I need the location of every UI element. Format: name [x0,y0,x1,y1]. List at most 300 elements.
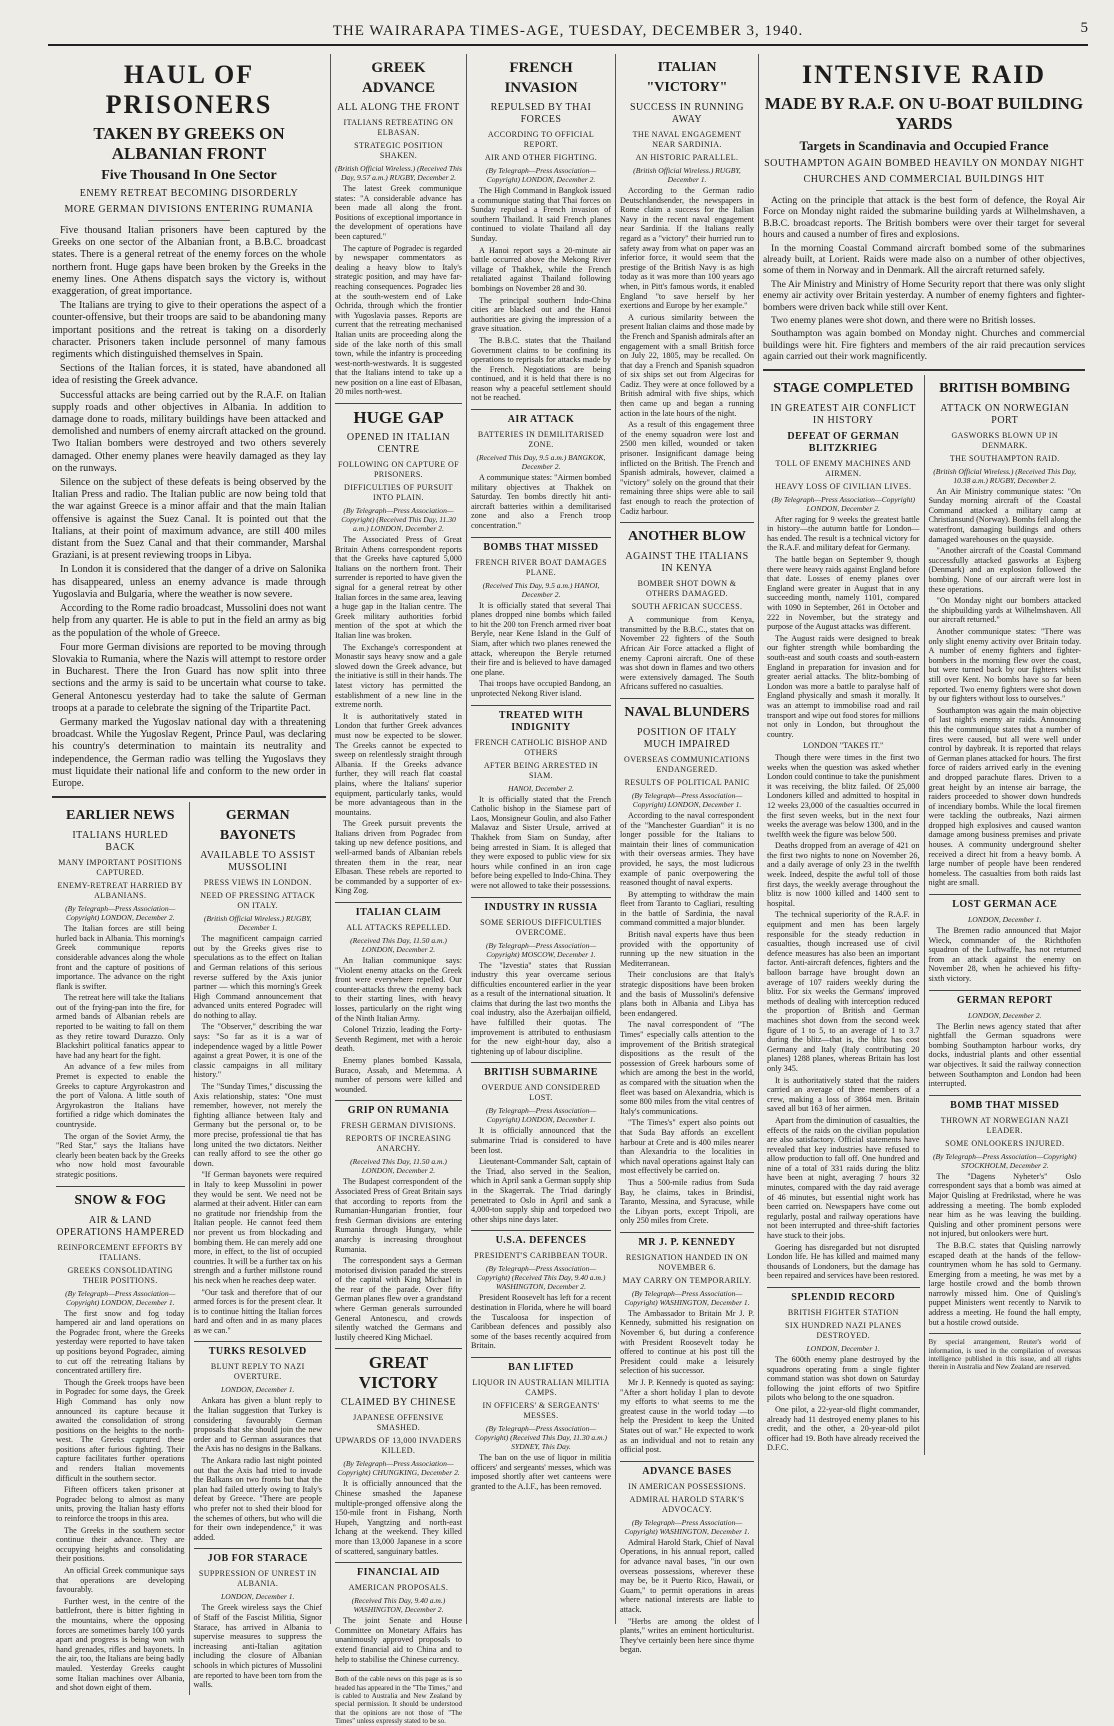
article-body [471,961,611,1057]
paragraph: "Another aircraft of the Coastal Command successfully attacked gasworks at Esjberg (Denmark) and an explosion followed the bombing. None of our aircraft were lost in these operations. [928,546,1081,594]
paragraph: It is authoritatively stated in London that further Greek advances must now be expected to be slower. The Greeks cannot be expected to sweep on relentlessly straight through Albania. If the Greeks advance further, they will reach flat coastal plains, where the Italians' superior equipment, particularly tanks, would be more advantageous than in the mountains. [335,711,462,817]
paragraph: The Ambassador to Britain Mr J. P. Kennedy, submitted his resignation on November 6, but during a conference with President Roosevelt today he offered to continue at his post till the President could make a leisurely selection of his successor. [620,1308,754,1376]
paragraph: The 600th enemy plane destroyed by the squadrons operating from a single fighter command station was shot down on Saturday following the joint efforts of two Spitfire pilots who belong to the one squadron. [767,1355,920,1403]
paragraph: According to the German radio Deutschlandsender, the newspapers in Rome claim a success for the Italian Navy in the recent naval engagement near Sardinia. If the Italians really regard as a "victory" their hurried run to safety away from what on paper was an inferior force, it would seem that the prestige of the British Navy is as high today as it was more than 100 years ago when, in Pitt's famous words, it enabled England "to save herself by her exertions and Europe by her example." [620,186,754,311]
deck: OVERSEAS COMMUNICATIONS ENDANGERED. [624,754,750,774]
article-body [620,1538,754,1655]
paragraph: According to the Rome radio broadcast, Mussolini does not want help from any quarter. He is able to put in the field an army as big as the population of the whole of Greece. [52,603,326,639]
dateline: (By Telegraph—Press Association—Copyright) CHUNGKING, December 2. [337,1459,460,1478]
paragraph: Goering has disregarded but not disrupted London life. He has killed and maimed many thousands of Londoners, but the damage has been repaired and services have been restored. [767,1242,920,1281]
article-body [194,1603,323,1689]
deck: PRESIDENT'S CARIBBEAN TOUR. [474,1251,608,1261]
deck: ADMIRAL HAROLD STARK'S ADVOCACY. [629,1494,745,1514]
column-2 [331,54,466,1726]
dateline: LONDON, December 1. [806,1344,880,1353]
deck: FRENCH RIVER BOAT DAMAGES PLANE. [475,557,607,577]
article-body [471,601,611,699]
paragraph: An advance of a few miles from Premet is expected to enable the Greeks to capture Argyrokastron and the port of Valona. A little south of Argyrokastron the Italians have fortified a ridge which dominates the countryside. [56,1062,185,1130]
divider [767,1287,920,1288]
headline-ban-lifted: BAN LIFTED [508,1361,574,1373]
headline-grip-on-rumania: GRIP ON RUMANIA [347,1105,450,1117]
dateline: (By Telegraph—Press Association—Copyright) LONDON, December 1. [485,1106,597,1125]
deck: ALL ATTACKS REPELLED. [346,923,451,933]
divider [929,894,1082,895]
dateline: HANOI, December 2. [508,783,574,793]
deck: AIR AND OTHER FIGHTING. [484,153,598,162]
paragraph: The "Sunday Times," discussing the Axis relationship, states: "One must remember, however, not merely the fighting alliance between Italy and Germany but the personal or, to be more precise, professional tie that has long united the two dictators. Neither can really afford to see the other go down. [193,1082,322,1168]
headline-another-blow: ANOTHER BLOW [628,529,746,545]
article-body [767,1355,920,1453]
divider [194,1548,323,1549]
paragraph: The Greek wireless says the Chief of Staff of the Fascist Militia, Signor Starace, has arrived in Albania to supervise measures to suppress the increasing anti-Italian agitation including the closure of Albanian schools in which pictures of Mussolini are reported to have been torn from the walls. [193,1603,322,1690]
paragraph: The principal southern Indo-China cities are blacked out and the Hanoi authorities are giving the impression of a grave situation. [471,295,611,334]
divider [471,1230,611,1231]
paragraph: The Italian forces are still being hurled back in Albania. This morning's Greek communique reports considerable advances along the whole front and the capture of positions of importance. The advance on the right flank is swifter. [56,924,185,991]
masthead [48,18,1088,46]
column-5 [759,54,1089,1624]
headline-british-bombing: BRITISH BOMBING [939,380,1071,396]
page-number: 5 [1080,20,1088,36]
paragraph: One pilot, a 22-year-old flight commander, already had 11 destroyed enemy planes to his credit, and the other, a 20-year-old pilot officer had 19. Both have already received the D.F.C. [767,1404,920,1453]
deck: THE NAVAL ENGAGEMENT NEAR SARDINIA. [632,130,742,149]
article-body [620,1309,754,1455]
dateline: LONDON, December 1. [968,915,1042,925]
divider [335,403,462,404]
paragraph: A communique states: "Airmen bombed military objectives at Thakhek on Saturday. Ten bombs directly hit anti-aircraft batteries within a demilitarised zone and also a French troop concentration." [471,473,611,531]
dateline: (Received This Day, 11.50 a.m.) LONDON, December 2. [350,936,447,955]
paragraph: Mr J. P. Kennedy is quoted as saying: "After a short holiday I plan to devote my efforts to what seems to me the greatest cause in the world today —to help the President to keep the United States out of war." He expected to work as an individual and not to retain any official post. [620,1378,754,1455]
headline-industry-in-russia: INDUSTRY IN RUSSIA [484,901,598,913]
article-body [471,1126,611,1224]
deck: JAPANESE OFFENSIVE SMASHED. [353,1413,444,1433]
deck: TOLL OF ENEMY MACHINES AND AIRMEN. [775,458,911,478]
article-body [471,1453,611,1491]
deck: CLAIMED BY CHINESE [340,1397,457,1409]
deck: MORE GERMAN DIVISIONS ENTERING RUMANIA [64,204,314,215]
article-body [620,811,754,1226]
paragraph: The first snow and fog today hampered air and land operations on the Pogradec front, where the Greeks yesterday were reported to have taken up positions beyond Pogradec, aiming to cut off the retreating Italians by concentrated artillery fire. [56,1308,185,1376]
reuters-note: By special arrangement, Reuter's world of information, is used in the compilation of overseas intelligence published in this issue, and all rights therein in Australia and New Zealand are reserved. [928,1338,1081,1372]
dateline: (Received This Day, 11.50 a.m.) LONDON, December 2. [350,1157,447,1176]
headline-german-report: GERMAN REPORT [956,994,1053,1006]
subcolumn-right [189,802,327,1695]
article-body [471,795,611,891]
article-body [52,225,326,790]
deck: UPWARDS OF 13,000 INVADERS KILLED. [335,1436,462,1456]
dateline: LONDON, December 1. [221,1592,295,1602]
headline-intensive-raid: INTENSIVE RAID [802,60,1046,89]
headline-snow-fog: SNOW & FOG [74,1192,167,1208]
paragraph: Four more German divisions are reported to be moving through Slovakia to Rumania, where the Nazis will attempt to restore order in Bucharest. There the Iron Guard has now split into three sections and the army is said to be uncertain what course to take. General Antonescu yesterday had to take the salute of German troops at a parade to celebrate the signing of the Tripartite Pact. [52,641,326,714]
dateline: LONDON, December 1. [221,1385,295,1395]
paragraph: An Air Ministry communique states: "On Sunday morning aircraft of the Coastal Command attacked a military camp at Christiansund (Norway). Bombs fell along the waterfront, damaging buildings and others damaged warehouses on the quayside. [928,486,1081,544]
headline-turks-resolved: TURKS RESOLVED [208,1346,307,1358]
dateline: (By Telegraph—Press Association—Copyright) WASHINGTON, December 1. [624,1517,750,1536]
column-3 [467,54,615,1624]
deck: IN OFFICERS' & SERGEANTS' MESSES. [482,1400,600,1420]
headline-air-attack: AIR ATTACK [507,414,575,426]
dateline: (By Telegraph—Press Association—Copyright) LONDON, December 1. [631,790,743,809]
deck: ALL ALONG THE FRONT [337,102,460,113]
deck: SIX HUNDRED NAZI PLANES DESTROYED. [784,1321,902,1340]
headline-financial-aid: FINANCIAL AID [357,1567,440,1579]
divider [335,902,462,903]
deck: RESULTS OF POLITICAL PANIC [624,777,750,787]
dateline: (By Telegraph—Press Association—Copyright) (Received This Day, 9.40 a.m.) WASHINGTON, December 2. [476,1264,606,1292]
paragraph: The Budapest correspondent of the Associated Press of Great Britain says that according to reports from the Rumanian-Hungarian frontier, four fresh German divisions are entering Rumania through Hungary, while anarchy is increasing throughout Rumania. [335,1177,462,1254]
paragraph: The ban on the use of liquor in militia officers' and sergeants' messes, which was imposed shortly after wet canteens were granted to the A.I.F., has been removed. [471,1452,611,1491]
paragraph: Thai troops have occupied Bandong, an unprotected Nekong River island. [471,679,611,698]
dateline: (By Telegraph—Press Association—Copyright) LONDON, December 1. [65,1288,176,1307]
deck: OVERDUE AND CONSIDERED LOST. [481,1083,601,1103]
divider [620,1232,754,1233]
deck: FRESH GERMAN DIVISIONS. [341,1121,456,1131]
paragraph: Southampton was again the main objective of last night's enemy air raids. Announcing this the communique states that a number of fires were caused, but all were well under control by daybreak. It is reported that relays of German planes attacked for hours. The first force of raiders arrived early in the evening and dropped parachute flares. Driven to a great height by an intense air barrage, the raiders proceeded to shower down hundreds of incendiary bombs. While the local firemen were tackling the outbreaks, Nazi airmen dropped high explosives and caused wanton damage among business premises and private houses. A community underground shelter received a direct hit from a heavy bomb. A large number of people have been rendered homeless. The casualties from both raids last night are small. [928,705,1081,888]
paragraph: "Herbs are among the oldest of plants," writes an eminent horticulturist. They've certainly been here since thyme began. [620,1616,754,1655]
paragraph: It is officially announced that the submarine Triad is considered to have been lost. [471,1126,611,1155]
paragraph: Five thousand Italian prisoners have been captured by the Greeks on one sector of the Albanian front, a B.B.C. broadcast states. There is a general retreat of the enemy forces on the whole northern front. Huge gaps have been broken by the Greeks in the enemy lines. One Athens dispatch says the victory is, without exaggeration, of great importance. [52,225,326,298]
paragraph: It is authoritatively stated that the raiders carried an average of three members of a crew, making a loss of 3864 men. Britain saved all but 163 of her airmen. [767,1075,920,1114]
paragraph: Southampton was again bombed on Monday night. Churches and commercial buildings were hit. Fire fighters and members of the air raid precaution services again carried out their work magnificently. [763,328,1085,363]
paragraph: It is officially announced that the Chinese smashed the Japanese multiple-pronged offensive along the 150-mile front in Fishang, North Hupeh, Yangtzing and north-east Ichang at the weekend. They killed more than 13,000 Japanese in a score of scattered, sanguinary battles. [335,1479,462,1556]
paragraph: Apart from the diminution of casualties, the effects of the raids on the civilian population are also satisfactory. Official statements have revealed that key industries have refused to allow production to fall off. One hundred and nine of a total of 331 raids during the blitz have been at night, averaging 7 hours 32 minutes, compared with the day raid average of 46 minutes, but essential night work has been carried on. Newspapers have come out regularly, postal and railway operations have not been interrupted and three-shift factories have stuck to their jobs. [767,1115,920,1241]
deck: SOUTH AFRICAN SUCCESS. [631,602,743,612]
deck: FOLLOWING ON CAPTURE OF PRISONERS. [338,460,459,480]
article-body [56,1309,185,1693]
article-body [335,956,462,1094]
paragraph: The Greeks in the southern sector continue their advance. They are occupying heights and consolidating their positions. [56,1525,185,1564]
deck: BLUNT REPLY TO NAZI OVERTURE. [210,1362,305,1382]
divider [929,1095,1082,1096]
article-body [929,487,1082,888]
paragraph: By attempting to withdraw the main fleet from Taranto to Cagliari, resulting in the battle of Sardinia, the naval command committed a major blunder. [620,889,754,928]
deck: FRENCH CATHOLIC BISHOP AND OTHERS [474,737,608,757]
headline-usa-defences: U.S.A. DEFENCES [495,1235,587,1247]
paragraph: The Bremen radio announced that Major Wieck, commander of the Richthofen squadron of the Luftwaffe, has not returned from an attack against the enemy on November 28, when he achieved his fifty-sixth victory. [928,926,1081,983]
deck: SOME ONLOOKERS INJURED. [945,1138,1065,1148]
divider [471,1357,611,1358]
paragraph: Enemy planes bombed Kassala, Buraco, Assab, and Metemma. A number of persons were killed and wounded. [335,1055,462,1094]
deck: SUPPRESSION OF UNREST IN ALBANIA. [198,1569,317,1589]
column-1 [48,54,330,1693]
paragraph: "The Times's" expert also points out that Suda Bay affords an excellent harbour at Crete and is 400 miles nearer than Alexandria to the localities in which naval operations against Italy can most effectively be carried on. [620,1118,754,1176]
paragraph: Another communique states: "There was only slight enemy activity over Britain today. A number of enemy fighters and fighter-bombers in the morning flew over the coast, but were turned back by our fighters whilst still over Kent. No bombs have so far been reported. Two enemy fighters were shot down by our fighters without loss to ourselves." [928,627,1081,704]
paragraph: The August raids were designed to break our fighter strength while bombarding the south-east and south coasts and south-eastern England in preparation for invasion and for greater aerial attacks. The blitz-bombing of London was more a battle to paralyse half of England physically and smash it morally. It was an attempt to immobilise road and rail transport and wipe out food stores for millions not only in London, but throughout the country. [767,633,920,739]
deck: THROWN AT NORWEGIAN NAZI LEADER. [940,1115,1069,1135]
paragraph: Though there were times in the first two weeks when the question was asked whether London could continue to take the punishment it was receiving, the blitz failed. Of 25,000 Londoners killed and admitted to hospital in 12 weeks 23,000 of the casualties occurred in the first seven weeks, but in the next four weeks the average was below 1300, and in the twelfth week the figure was below 500. [767,752,920,839]
paragraph: Their conclusions are that Italy's strategic dispositions have been broken and the basis of Mussolini's defensive plans both in Albania and Libya has been endangered. [620,970,754,1018]
paragraph: An Italian communique says: "Violent enemy attacks on the Greek front were everywhere repelled. Our counter-attacks threw the enemy back to their starting lines, with heavy losses, particularly on the right wing of the Ninth Italian Army. [335,956,462,1023]
article-body [335,535,462,896]
dateline: (By Telegraph—Press Association—Copyright) MOSCOW, December 1. [485,940,597,959]
article-body [929,1022,1082,1089]
headline-bomb-that-missed: BOMB THAT MISSED [950,1099,1060,1111]
article-body [194,934,323,1335]
copyright-note: Both of the cable news on this page as is so headed has appeared in the "The Times," and is cabled to Australia and New Zealand by special permission. It should be understood that the opinions are not those of "The Times" unless expressly stated to be so. [335,1675,462,1726]
deck: IN AMERICAN POSSESSIONS. [628,1481,746,1491]
headline-greek-advance: GREEK ADVANCE [361,60,436,96]
paragraph: The Ankara radio last night pointed out that the Axis had tried to invade the Balkans on two fronts but that the plan had failed utterly owing to Italy's defeat by Greece. "There are people who prefer not to shed their blood for the schemes of others, but who will die for their own independence," it was added. [193,1456,322,1542]
paragraph: Successful attacks are being carried out by the R.A.F. on Italian supply roads and other objectives in Albania. In addition to damage done to roads, military buildings have been attacked and demolished and numbers of enemy aircraft attacked on the ground. Two Italian bombers were destroyed and two others severely damaged. Other enemy planes were heavily damaged as they lay on the runways. [52,389,326,474]
paragraph: The B.B.C. states that Quisling narrowly escaped death at the hands of the fellow-countrymen whom he has sold to Germany. Emerging from a meeting, he was met by a large hostile crowd and the bomb thrown narrowly missed him. One of Quisling's puppet Ministers went recently to Narvik to address a meeting. He found the hall empty, but a hostile crowd outside. [928,1240,1081,1327]
divider [148,220,230,221]
deck: ENEMY-RETREAT HARRIED BY ALBANIANS. [57,881,183,901]
dateline: (British Official Wireless.) (Received This Day, 10.38 a.m.) RUGBY, December 2. [933,466,1077,485]
deck: POSITION OF ITALY MUCH IMPAIRED [636,726,738,750]
article-body [471,1293,611,1351]
paragraph: Two enemy planes were shot down, and there were no British losses. [771,315,1036,327]
deck: OPENED IN ITALIAN CENTRE [346,432,451,456]
dateline: (By Telegraph—Press Association—Copyright) (Received This Day, 11.30 a.m.) LONDON, December 2. [341,506,456,534]
paragraph: The High Command in Bangkok issued a communique stating that Thai forces on Sunday repulsed a French invasion of southern Thailand. It said French planes continued to violate Thailand all day Sunday. [471,186,611,243]
paragraph: Colonel Trizzio, leading the Forty-Seventh Regiment, met with a heroic death. [335,1025,462,1054]
paragraph: A communique from Kenya, transmitted by the B.B.C., states that on November 22 fighters of the South African Air Force attacked a flight of enemy Caproni aircraft. One of these was shot down in flames and two others were extensively damaged. The South Africans suffered no casualties. [620,615,754,692]
deck: IN GREATEST AIR CONFLICT IN HISTORY [770,402,916,426]
deck: REINFORCEMENT EFFORTS BY ITALIANS. [57,1242,183,1262]
deck: LIQUOR IN AUSTRALIAN MILITIA CAMPS. [472,1377,610,1397]
deck: DIFFICULTIES OF PURSUIT INTO PLAIN. [344,483,453,503]
divider [620,1461,754,1462]
paragraph: The Exchange's correspondent at Monastir says heavy snow and a gale slowed down the Greek advance, but the initiative is still in their hands. The latest victory has permitted the establishment of a new line in the extreme north. [335,642,462,710]
deck: MADE BY R.A.F. ON U-BOAT BUILDING YARDS [764,94,1084,133]
divider [471,1062,611,1063]
deck: AMERICAN PROPOSALS. [348,1583,449,1593]
headline-italian-claim: ITALIAN CLAIM [355,907,442,919]
deck: BRITISH FIGHTER STATION [787,1308,899,1317]
paragraph: In the morning Coastal Command aircraft bombed some of the submarines already built, at Lorient. Raids were made also on a number of other objectives, some of them in Norway and in Denmark. All the aircraft returned safely. [763,242,1085,277]
deck: CHURCHES AND COMMERCIAL BUILDINGS HIT [803,174,1045,185]
dateline: (By Telegraph—Press Association—Copyright) LONDON, December 2. [65,904,176,923]
subheading: LONDON "TAKES IT." [803,741,884,751]
divider [929,1333,1082,1334]
deck: MAY CARRY ON TEMPORARILY. [622,1275,752,1285]
paragraph: Fifteen officers taken prisoner at Pogradec belong to almost as many units, proving the Italian hasty efforts to reinforce the troops in this area. [56,1485,185,1524]
divider [876,190,973,191]
dateline: (Received This Day, 9.5 a.m.) HANOI, December 2. [482,580,600,599]
paragraph: The "Dagens Nyheter's" Oslo correspondent says that a bomb was aimed at Major Quisling at Fredrikstad, where he was addressing a meeting. The bomb exploded near him as he was leaving the building. Quisling and other prominent persons were not injured, but onlookers were hurt. [928,1171,1081,1239]
deck: Five Thousand In One Sector [101,168,277,183]
column-4 [616,54,758,1655]
headline-huge-gap: HUGE GAP [353,408,444,428]
article-body [335,1616,462,1664]
divider [471,409,611,410]
paragraph: Sections of the Italian forces, it is stated, have abandoned all idea of resisting the Greek advance. [52,363,326,387]
dateline: (By Telegraph—Press Association—Copyright) (Received This Day, 11.30 a.m.) SYDNEY, This Day. [474,1423,608,1451]
paragraph: The capture of Pogradec is regarded by newspaper commentators as dealing a heavy blow to Italy's strategic position, and may have far-reaching consequences. Pogradec lies at the south-western end of Lake Ochrida, through which the frontier with Yugoslavia passes. Reports are current that the retreating mechanised Italian units are proceeding along the side of the lake north of this small town, while the infantry is proceeding west-north-westwards. It is suggested that the Italians intend to take up a new position on a line east of Elbasan, 20 miles north-west. [335,243,462,397]
deck: TAKEN BY GREEKS ON ALBANIAN FRONT [93,124,285,163]
dateline: (By Telegraph—Press Association—Copyright) LONDON, December 2. [771,494,916,513]
headline-naval-blunders: NAVAL BLUNDERS [624,704,750,720]
paragraph: The correspondent says a German motorised division paraded the streets of the capital with King Michael in the rear of the parade. Over fifty German planes flew over a grandstand where German generals surrounded General Antonescu, and crowds silently watched the Germans and lustily cheered King Michael. [335,1256,462,1342]
headline-treated-with-indignity: TREATED WITH INDIGNITY [498,709,584,733]
deck: BOMBER SHOT DOWN & OTHERS DAMAGED. [637,579,737,599]
article-body [335,1479,462,1556]
headline-british-submarine: BRITISH SUBMARINE [484,1067,598,1079]
paragraph: Though the Greek troops have been in Pogradec for some days, the Greek High Command has only now announced its capture because it awaited the consolidation of strong positions on the heights to the north-west. The Greeks captured these positions after furious fighting. Their capture facilitates further operations and renders Italian movements difficult in the southern sector. [56,1377,185,1483]
paragraph: "Our task and therefore that of our armed forces is for the present clear. It is to continue hitting the Italian forces hard and often and in as many places as we can." [193,1287,322,1335]
paragraph: An official Greek communique says that operations are developing favourably. [56,1566,185,1595]
deck: AFTER BEING ARRESTED IN SIAM. [483,760,599,780]
divider [52,796,326,798]
paragraph: Further west, in the centre of the battlefront, there is bitter fighting in the mountains, where the opposing forces are sometimes barely 100 yards apart and progress is being won with hand grenades, rifles and bayonets. In the air, too, the Italians are being badly mauled. Yesterday Greeks caught some Italian machines over Albania, and shot down eight of them. [56,1596,185,1693]
article-body [763,195,1085,363]
headline-haul-of-prisoners: HAUL OF PRISONERS [105,60,273,119]
divider [763,369,1085,371]
headline-job-for-starace: JOB FOR STARACE [207,1553,308,1565]
deck: SUCCESS IN RUNNING AWAY [629,102,744,125]
headline-italian-victory: ITALIAN "VICTORY" [646,60,728,95]
paragraph: The technical superiority of the R.A.F. in equipment and men has been largely responsible for the steady reduction in casualties, though increased use of civil defence measures has also been an important factor. Anti-aircraft defences, fighters and the balloon barrage have brought down an average of 107 raiders weekly during the blitz. For six weeks the Germans' improved methods of dealing with interception reduced the proportion of British and German machines shot down from the second week figure of 1 to 5, to an average of 1 to 3.7 during the blitz—that is, the blitz has cost Germany and Italy (Italy contributing 20 planes) 1288 planes, whereas Britain has lost only 345. [767,910,920,1073]
deck: REPULSED BY THAI FORCES [490,102,592,125]
deck: HEAVY LOSS OF CIVILIAN LIVES. [775,481,912,491]
paragraph: In London it is considered that the danger of a drive on Salonika has disappeared, unless an enemy advance is made through Yugoslavia and Bulgaria, where the weather is now severe. [52,564,326,600]
paragraph: "On Monday night our bombers attacked the shipbuilding yards at Wilhelmshaven. All our aircraft returned." [928,596,1081,625]
divider [620,698,754,699]
divider [620,522,754,523]
paragraph: The B.B.C. states that the Thailand Government claims to be confining its operations to reprisals for attacks made by the French. Negotiations are being continued, and it is held that there is no reason why a peaceful settlement should not be reached. [471,335,611,403]
deck: GASWORKS BLOWN UP IN DENMARK. [951,430,1059,450]
paragraph: It is officially stated that several Thai planes dropped nine bombs which failed to hit the 200 ton French armed river boat Beryle, near Kene Island in the Gulf of Siam, after which two planes renewed the attack, whereupon the Beryle returned their fire and is believed to have damaged one plane. [471,600,611,677]
deck: ITALIANS RETREATING ON ELBASAN. [343,118,454,137]
paragraph: According to the naval correspondent of the "Manchester Guardian" it is no longer possible for the Italians to maintain their lines of communication with their overseas armies. They have provided, he says, the most ludicrous example of panic overpowering the reasoned thought of naval experts. [620,810,754,888]
divider [335,1100,462,1101]
deck: Targets in Scandinavia and Occupied France [799,138,1049,153]
dateline: LONDON, December 2. [968,1010,1042,1020]
headline-earlier-news: EARLIER NEWS [65,808,175,824]
paragraph: A curious similarity between the present Italian claims and those made by the French and Spanish admirals after an engagement with a small British force on July 22, 1805, may be recalled. On that day a French and Spanish squadron of six ships set out from Algeciras for Cadiz. They were at once followed by a British admiral with five ships, which then came up and began a running action in the late hours of the night. [620,312,754,418]
deck: PRESS VIEWS IN LONDON. [203,878,312,888]
headline-french-invasion: FRENCH INVASION [504,60,578,96]
dateline: (By Telegraph—Press Association—Copyright) LONDON, December 2. [485,166,597,184]
paragraph: The Associated Press of Great Britain Athens correspondent reports that the Greeks have captured 5,000 Italians on the northern front. Their surrender is reported to have given the signal for a general retreat by other Italian forces in the same area, leaving a huge gap in the Italian centre. The Greek military authorities forbid mention of the spot at which the Italian line was broken. [335,535,462,640]
paragraph: Thus a 500-mile radius from Suda Bay, he claims, takes in Brindisi, Taranto, Messina, and Syracuse, while the Libyan ports, except Tripoli, are only 250 miles from Crete. [620,1177,754,1226]
paragraph: The "Observer," describing the war says: "So far as it is a war of independence waged by a little Power against a great Power, it is one of the classic campaigns in all military history." [193,1022,322,1080]
paragraph: The battle began on September 9, though there were heavy raids against England before that date. Losses of enemy planes over England were greater in August that in any succeeding month, namely 1101, compared with 1090 in September, 261 in October and 222 in November, but the strategy and purpose of the August attacks was different. [767,555,920,632]
headline-great-victory: GREAT VICTORY [358,1353,439,1393]
article-body [620,186,754,516]
dateline: (By Telegraph—Press Association—Copyright) WASHINGTON, December 1. [624,1288,750,1307]
paragraph: Lieutenant-Commander Salt, captain of the Triad, also served in the Sealion, which in April sank a German supply ship in the Skagerrak. The Triad daringly penetrated to Oslo in April and sank a 4,000-ton supply ship and torpedoed two other ships nine days later. [471,1157,611,1224]
paragraph: The latest Greek communique states: "A considerable advance has been made all along the front. Positions of exceptional importance in the development of operations have been captured." [335,184,462,241]
paragraph: Acting on the principle that attack is the best form of defence, the Royal Air Force on Monday night raided the submarine building yards at Wilhelmshaven, a B.B.C. broadcast reports. The British bombers were over their target for several hours and caused a number of fires and explosions. [763,195,1085,241]
paragraph: Germany marked the Yugoslav national day with a threatening broadcast. While the Yugoslav Regent, Prince Paul, was declaring his country's determination to maintain its neutrality and independence, the German radio was telling the Yugoslavs they must liquidate their national life and conform to the new order in Europe. [52,716,326,789]
subcolumns [763,375,1085,1455]
deck: SOUTHAMPTON AGAIN BOMBED HEAVILY ON MONDAY NIGHT [764,158,1084,169]
article-body [620,615,754,692]
paragraph: The Berlin news agency stated that after nightfall the German squadrons were bombing Southampton harbour works, dry docks, industrial plants and other essential war objectives. It said the railway connection between Southampton and London had been interrupted. [928,1021,1081,1089]
article-body [471,186,611,403]
deck: AGAINST THE ITALIANS IN KENYA [625,551,749,575]
article-body [56,924,185,1179]
deck: THE SOUTHAMPTON RAID. [949,453,1060,463]
deck: RESIGNATION HANDED IN ON NOVEMBER 6. [625,1252,749,1272]
deck: AIR & LAND OPERATIONS HAMPERED [56,1214,185,1238]
deck: BATTERIES IN DEMILITARISED ZONE. [477,430,605,450]
headline-lost-german-ace: LOST GERMAN ACE [952,899,1058,911]
paragraph: The Greek pursuit prevents the Italians driven from Pogradec from taking up new defence positions, and well-armed bands of Albanian rebels threaten them in the rear, near Elbasan. These rebels are reported to be commanded by a supporter of ex-King Zog. [335,819,462,896]
paragraph: British naval experts have thus been provided with the opportunity of running up the new situation in the Mediterranean. [620,930,754,968]
headline-stage-completed: STAGE COMPLETED [773,380,914,396]
paragraph: A Hanoi report says a 20-minute air battle occurred above the Mekong River village of Thakhek, while the French retaliated against Thailand following bombings on November 28 and 30. [471,245,611,293]
paragraph: After raging for 9 weeks the greatest battle in history—the autumn battle for London—has ended. The result is a technical victory for the R.A.F. and military defeat for Germany. [767,514,920,553]
deck: MANY IMPORTANT POSITIONS CAPTURED. [58,858,183,878]
dateline: (British Official Wireless.) (Received This Day, 9.57 a.m.) RUGBY, December 2. [335,164,462,182]
divider [194,1341,323,1342]
paragraph: The Italians are trying to give to their operations the aspect of a counter-offensive, but their troops are said to be abandoning many important positions and the retreat is taking on a disorderly character. Prisoners taken include personnel of many famous regiments which distinguished themselves in Spain. [52,300,326,361]
paragraph: The "Izvestia" states that Russian industry this year overcame serious difficulties encountered earlier in the year as a result of the international situation. It claims that during the last two months the coal industry, also the Azerbaijan oilfield, have fulfilled their quotas. The improvement is attributed to enthusiasm for the new eight-hour day, also a tightening up of labour discipline. [471,960,611,1056]
headline-mr-kennedy: MR J. P. KENNEDY [638,1236,736,1248]
paragraph: The joint Senate and House Committee on Monetary Affairs has unanimously approved proposals to extend financial aid to China and to help to stabilise the Chinese currency. [335,1616,462,1664]
article-body [929,1172,1082,1328]
headline-splendid-record: SPLENDID RECORD [791,1292,896,1303]
deck: GREEKS CONSOLIDATING THEIR POSITIONS. [67,1265,174,1285]
deck: STRATEGIC POSITION SHAKEN. [354,141,443,160]
article-body [767,515,920,1281]
deck: REPORTS OF INCREASING ANARCHY. [345,1134,452,1154]
subcolumn-left [52,802,189,1695]
article-body [471,473,611,531]
paragraph: It is officially stated that the French Catholic bishop in the Siamese part of Laos, Monsigneur Goulin, and also Father Malavaz and Sister Ursule, arrived at Thakhek from Siam on Sunday, after being arrested in Siam. It is alleged that they were exposed to public view for six hours while confined in an iron cage before being expelled to Indo-China. They were not allowed to take their possessions. [471,794,611,890]
masthead-date: THE WAIRARAPA TIMES-AGE, TUESDAY, DECEMBER 3, 1940. [332,22,804,39]
deck: ACCORDING TO OFFICIAL REPORT. [487,130,595,149]
deck: ENEMY RETREAT BECOMING DISORDERLY [79,188,299,199]
dateline: (British Official Wireless.) RUGBY, December 1. [203,914,312,933]
deck: AN HISTORIC PARALLEL. [635,153,739,162]
subcolumn-right [924,375,1086,1455]
divider [335,1670,462,1671]
paragraph: Admiral Harold Stark, Chief of Naval Operations, in his annual report, called for advance naval bases, "in our own overseas possessions, wherever these may be, be it Puerto Rico, Hawaii, or Guam," to permit operations in areas where national interests are liable to attack. [620,1537,754,1614]
paragraph: Silence on the subject of these defeats is being observed by the Italian Press and radio. The Italian public are now being told that the war against Greece is a minor affair and that the main Italian offensive is against the Suez Canal. It is pointed out that the Italians, at their point of maximum advance, are still 400 miles distant from the Suez Canal and that their commander, Marshal Graziani, is at present reviewing troops in Libya. [52,477,326,562]
article-body [194,1396,323,1542]
headline-german-bayonets: GERMAN BAYONETS [219,808,296,844]
paragraph: The Air Ministry and Ministry of Home Security report that there was only slight enemy air activity over Britain yesterday. A number of enemy fighters and fighter-bombers were driven back while still over Kent. [763,278,1085,313]
paragraph: President Roosevelt has left for a recent destination in Florida, where he will board the Tuscaloosa for inspection of Caribbean defences and possibly also some of the bases recently acquired from Britain. [471,1293,611,1351]
article-body [335,1177,462,1342]
dateline: (By Telegraph—Press Association—Copyright) STOCKHOLM, December 2. [932,1151,1077,1170]
deck: NEED OF PRESSING ATTACK ON ITALY. [200,891,316,911]
divider [471,537,611,538]
deck: ITALIANS HURLED BACK [72,830,169,854]
article-body [335,184,462,397]
paragraph: The organ of the Soviet Army, the "Red Star," says the Italians have clearly been beaten back by the Greeks who now hold most favourable strategic positions. [56,1131,185,1179]
divider [335,1562,462,1563]
deck: DEFEAT OF GERMAN BLITZKRIEG [787,430,900,454]
subcolumn-left [763,375,924,1455]
paragraph: The naval correspondent of "The Times" especially calls attention to the improvement of the British strategical dispositions as the result of the possession of Greek harbours some of which are among the best in the world, as compared with the situation when the fleet was based on Alexandria, which is some 800 miles from the vital centres of Italy's communications. [620,1020,754,1116]
divider [929,990,1082,991]
subcolumns [52,802,326,1695]
paragraph: "If German bayonets were required in Italy to keep Mussolini in power they would be sent. We need not be alarmed at their advent. Hitler can earn no gratitude nor friendship from the Italian people. He cannot feed them nor prevent us from blockading and bombing them. He can merely add one more, in effect, to the list of occupied countries. It will be a further tax on his strength and a further millstone round his neck when he reaches deep water. [193,1170,322,1285]
deck: SOME SERIOUS DIFFICULTIES OVERCOME. [480,917,602,937]
divider [335,1348,462,1349]
dateline: (British Official Wireless.) RUGBY, December 1. [633,166,741,184]
divider [471,705,611,706]
headline-bombs-that-missed: BOMBS THAT MISSED [483,541,599,553]
paragraph: Ankara has given a blunt reply to the Italian suggestion that Turkey is considering favourably German proposals that she should join the new order and to German assurances that the Axis has no designs in the Balkans. [193,1396,322,1454]
paragraph: The retreat here will take the Italians out of the frying-pan into the fire, for armed bands of Albanian rebels are reported to be waiting to fall on them as they retire toward Durazzo. Only Blackshirt political fanatics appear to have had any heart for the fight. [56,993,185,1060]
deck: AVAILABLE TO ASSIST MUSSOLINI [200,850,316,874]
deck: ATTACK ON NORWEGIAN PORT [940,402,1070,426]
dateline: (Received This Day, 9.40 a.m.) WASHINGTON, December 2. [351,1596,446,1615]
headline-advance-bases: ADVANCE BASES [642,1465,732,1477]
paragraph: As a result of this engagement three of the enemy squadron were lost and 2500 men killed, wounded or taken prisoner. Insignificant damage being inflicted on the British. The French and Spanish admirals, however, claimed a "victory" solely on the ground that their remaining three ships were able to sail fast enough to reach the protection of Cadiz harbour. [620,420,754,516]
divider [471,897,611,898]
divider [56,1186,185,1187]
paragraph: Deaths dropped from an average of 421 on the first two nights to none on November 26, and a daily average of only 23 in the twelfth week. Indeed, despite the awful toll of those first days, the weekly average throughout the blitz is now 1000 killed and 1400 sent to hospital. [767,841,920,908]
paragraph: The magnificent campaign carried out by the Greeks gives rise to speculations as to the effect on Italian and German relations of this serious reverse suffered by the Axis junior partner — which this morning's Greek High Command announcement that advanced units entered Pogradec will do nothing to allay. [193,934,322,1020]
dateline: (Received This Day, 9.5 a.m.) BANGKOK, December 2. [476,453,606,472]
article-body [929,926,1082,984]
